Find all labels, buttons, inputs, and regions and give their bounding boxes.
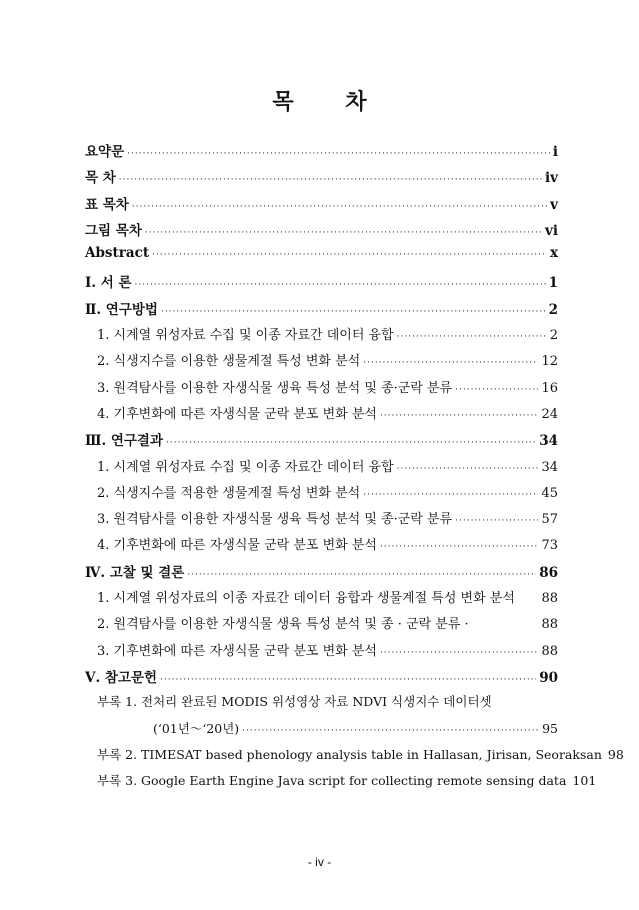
toc-entry[interactable]: [85, 350, 558, 376]
toc-entry[interactable]: [85, 377, 558, 403]
toc-entry[interactable]: [85, 193, 558, 219]
toc-entry-page: 34: [541, 459, 558, 475]
toc-entry[interactable]: [85, 482, 558, 508]
toc-entry-page: 98: [607, 746, 624, 762]
toc-entry-page: 88: [541, 643, 558, 659]
toc-entry-page: 88: [541, 617, 558, 633]
toc-entry-label: Ⅲ. 연구결과: [85, 433, 164, 450]
toc-leader-dots: [242, 726, 539, 736]
toc-leader-dots: [455, 516, 538, 526]
toc-entry-page: vi: [545, 222, 558, 239]
toc-leader-dots: [455, 385, 538, 395]
toc-leader-dots: [161, 307, 546, 317]
toc-entry[interactable]: [85, 219, 558, 245]
toc-entry[interactable]: [85, 508, 558, 534]
toc-leader-dots: [127, 149, 550, 159]
toc-entry-label: 2. 원격탐사를 이용한 자생식물 생육 특성 분석 및 종 · 군락 분류 ·: [97, 617, 469, 633]
toc-entry-label: 3. 원격탐사를 이용한 자생식물 생육 특성 분석 및 종·군락 분류: [97, 512, 453, 528]
toc-entry-label: 4. 기후변화에 따른 자생식물 군락 분포 변화 분석: [97, 406, 377, 422]
toc-entry[interactable]: [85, 534, 558, 560]
toc-entry[interactable]: [85, 403, 558, 429]
toc-leader-dots: [380, 542, 539, 552]
toc-entry-label: Ⅱ. 연구방법: [85, 301, 158, 318]
toc-entry[interactable]: [85, 745, 624, 771]
toc-entry-page: 16: [541, 380, 558, 396]
toc-entry-label: Abstract: [85, 245, 150, 262]
toc-entry-page: 1: [548, 275, 558, 292]
toc-entry-label: Ⅰ. 서 론: [85, 275, 132, 292]
toc-entry-page: 90: [539, 669, 558, 686]
toc-entry[interactable]: [85, 140, 558, 166]
toc-entry[interactable]: [85, 692, 558, 718]
toc-entry-page: 12: [541, 354, 558, 370]
toc-leader-dots: [119, 175, 542, 185]
toc-entry-page: 88: [541, 591, 558, 607]
toc-entry[interactable]: [85, 587, 558, 613]
toc-leader-dots: [152, 250, 547, 260]
toc-entry-page: iv: [545, 170, 558, 187]
toc-entry-page: 2: [548, 301, 558, 318]
toc-entry[interactable]: [85, 245, 558, 271]
toc-entry-label: 표 목차: [85, 196, 129, 213]
toc-entry-page: 101: [572, 773, 597, 789]
toc-entry-page: 73: [541, 538, 558, 554]
toc-leader-dots: [166, 438, 536, 448]
toc-entry[interactable]: [85, 324, 558, 350]
toc-entry-page: i: [552, 144, 558, 160]
toc-leader-dots: [135, 280, 546, 290]
toc-entry[interactable]: [85, 666, 558, 692]
toc-entry-page: 95: [542, 720, 558, 736]
toc-entry-label: 목 차: [85, 170, 116, 187]
toc-entry-label: 1. 시계열 위성자료 수집 및 이종 자료간 데이터 융합: [97, 459, 394, 475]
toc-leader-dots: [160, 675, 536, 685]
toc-leader-dots: [363, 490, 538, 500]
toc-entry[interactable]: [85, 613, 558, 639]
toc-entry[interactable]: [85, 771, 597, 797]
toc-entry[interactable]: [85, 640, 558, 666]
toc-entry[interactable]: [85, 271, 558, 297]
toc-entry-label: 3. 원격탐사를 이용한 자생식물 생육 특성 분석 및 종·군락 분류: [97, 380, 453, 396]
toc-entry[interactable]: [85, 561, 558, 587]
toc-entry-label: 3. 기후변화에 따른 자생식물 군락 분포 변화 분석: [97, 643, 377, 659]
toc-leader-dots: [397, 332, 547, 342]
toc-leader-dots: [132, 202, 547, 212]
toc-entry-label: 1. 시계열 위성자료의 이종 자료간 데이터 융합과 생물계절 특성 변화 분석: [97, 591, 515, 607]
table-of-contents: [85, 140, 624, 797]
toc-leader-dots: [145, 228, 542, 238]
toc-entry-label: 1. 시계열 위성자료 수집 및 이종 자료간 데이터 융합: [97, 328, 394, 344]
toc-entry-label: 2. 식생지수를 적용한 생물계절 특성 변화 분석: [97, 485, 361, 501]
toc-entry-page: 2: [549, 328, 558, 344]
toc-entry-page: 86: [539, 564, 558, 581]
toc-entry-label: 부록 2. TIMESAT based phenology analysis table in Hallasan, Jirisan, Seoraksan: [97, 746, 602, 762]
toc-entry[interactable]: [85, 456, 558, 482]
toc-entry-label: 그림 목차: [85, 222, 142, 239]
toc-entry-page: 24: [541, 406, 558, 422]
toc-entry-page: x: [549, 245, 558, 262]
page-number: - iv -: [307, 855, 332, 869]
toc-leader-dots: [187, 570, 536, 580]
toc-entry-label: Ⅴ. 참고문헌: [85, 669, 158, 686]
toc-leader-dots: [380, 411, 539, 421]
toc-entry-label: 2. 식생지수를 이용한 생물계절 특성 변화 분석: [97, 354, 361, 370]
toc-entry-page: 34: [539, 433, 558, 450]
toc-entry-label: Ⅳ. 고찰 및 결론: [85, 564, 185, 581]
toc-entry[interactable]: [85, 719, 558, 745]
toc-leader-dots: [380, 648, 539, 658]
page-title: 목 차: [272, 89, 389, 115]
toc-entry-page: 57: [541, 512, 558, 528]
toc-entry-label: 부록 3. Google Earth Engine Java script for collecting remote sensing data: [97, 773, 567, 789]
toc-leader-dots: [363, 358, 538, 368]
toc-entry-label: 4. 기후변화에 따른 자생식물 군락 분포 변화 분석: [97, 538, 377, 554]
toc-entry-page: 45: [541, 485, 558, 501]
toc-entry[interactable]: [85, 166, 558, 192]
toc-entry-label: 부록 1. 전처리 완료된 MODIS 위성영상 자료 NDVI 식생지수 데이터셋: [97, 694, 492, 710]
toc-entry-label: 요약문: [85, 144, 125, 160]
toc-entry[interactable]: [85, 298, 558, 324]
toc-entry-label: (‘01년～‘20년): [153, 720, 240, 736]
toc-entry[interactable]: [85, 429, 558, 455]
toc-entry-page: v: [550, 196, 558, 213]
toc-leader-dots: [397, 464, 539, 474]
